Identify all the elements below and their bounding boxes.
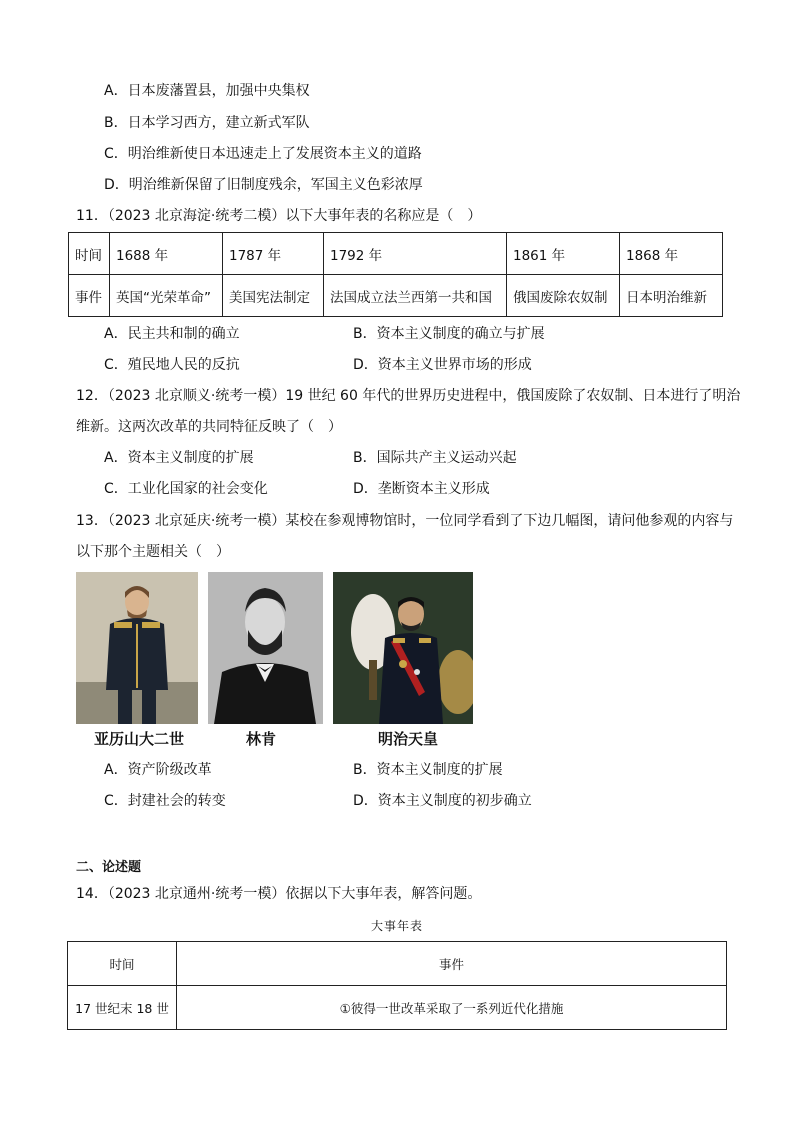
q10-option-a: A．日本废藩置县，加强中央集权: [104, 83, 310, 99]
q12-stem-line1: 12．（2023 北京顺义·统考一模）19 世纪 60 年代的世界历史进程中，俄国废除了农奴制、日本进行了明治: [76, 388, 741, 404]
row-header-event: 事件: [69, 275, 110, 317]
q13-option-b: B．资本主义制度的扩展: [353, 762, 503, 778]
q11-stem: 11．（2023 北京海淀·统考二模）以下大事年表的名称应是（ ）: [76, 208, 482, 224]
q11-option-a: A．民主共和制的确立: [104, 326, 240, 342]
year-cell: 1861 年: [507, 233, 620, 275]
header-time: 时间: [68, 942, 177, 986]
table-row: [68, 986, 727, 1030]
q11-option-b: B．资本主义制度的确立与扩展: [353, 326, 545, 342]
event-cell: ①彼得一世改革采取了一系列近代化措施: [177, 986, 727, 1030]
q12-stem-line2: 维新。这两次改革的共同特征反映了（ ）: [76, 419, 342, 435]
caption-meiji: 明治天皇: [378, 730, 439, 748]
q13-option-c: C．封建社会的转变: [104, 793, 226, 809]
caption-alexander-ii: 亚历山大二世: [94, 730, 185, 748]
table-row: [69, 275, 723, 317]
q12-option-d: D．垄断资本主义形成: [353, 481, 490, 497]
year-cell: 1787 年: [223, 233, 324, 275]
q12-option-c: C．工业化国家的社会变化: [104, 481, 268, 497]
header-event: 事件: [177, 942, 727, 986]
q13-option-a: A．资产阶级改革: [104, 762, 212, 778]
year-cell: 1868 年: [620, 233, 723, 275]
q11-option-d: D．资本主义世界市场的形成: [353, 357, 532, 373]
q10-option-d: D．明治维新保留了旧制度残余，军国主义色彩浓厚: [104, 177, 423, 193]
q14-event-table: [67, 941, 727, 1030]
event-cell: 美国宪法制定: [223, 275, 324, 317]
portrait-meiji-emperor: [333, 572, 473, 724]
q13-stem-line2: 以下那个主题相关（ ）: [76, 544, 230, 560]
portrait-alexander-ii: [76, 572, 198, 724]
portrait-lincoln: [208, 572, 323, 724]
caption-lincoln: 林肯: [246, 730, 277, 748]
q14-stem: 14．（2023 北京通州·统考一模）依据以下大事年表，解答问题。: [76, 886, 482, 902]
event-cell: 英国“光荣革命”: [110, 275, 223, 317]
year-cell: 1688 年: [110, 233, 223, 275]
section-heading: 二、论述题: [76, 860, 142, 875]
q10-option-b: B．日本学习西方，建立新式军队: [104, 115, 310, 131]
q11-timeline-table: [68, 232, 723, 317]
q14-table-title: 大事年表: [370, 919, 423, 933]
q12-option-a: A．资本主义制度的扩展: [104, 450, 254, 466]
event-cell: 俄国废除农奴制: [507, 275, 620, 317]
table-row: [68, 942, 727, 986]
table-row: [69, 233, 723, 275]
event-cell: 日本明治维新: [620, 275, 723, 317]
year-cell: 1792 年: [324, 233, 507, 275]
q13-stem-line1: 13．（2023 北京延庆·统考一模）某校在参观博物馆时，一位同学看到了下边几幅图，请问他参观的内容与: [76, 513, 734, 529]
time-cell: 17 世纪末 18 世: [68, 986, 177, 1030]
event-cell: 法国成立法兰西第一共和国: [324, 275, 507, 317]
q12-option-b: B．国际共产主义运动兴起: [353, 450, 517, 466]
q13-option-d: D．资本主义制度的初步确立: [353, 793, 532, 809]
q10-option-c: C．明治维新使日本迅速走上了发展资本主义的道路: [104, 146, 422, 162]
q11-option-c: C．殖民地人民的反抗: [104, 357, 240, 373]
row-header-time: 时间: [69, 233, 110, 275]
